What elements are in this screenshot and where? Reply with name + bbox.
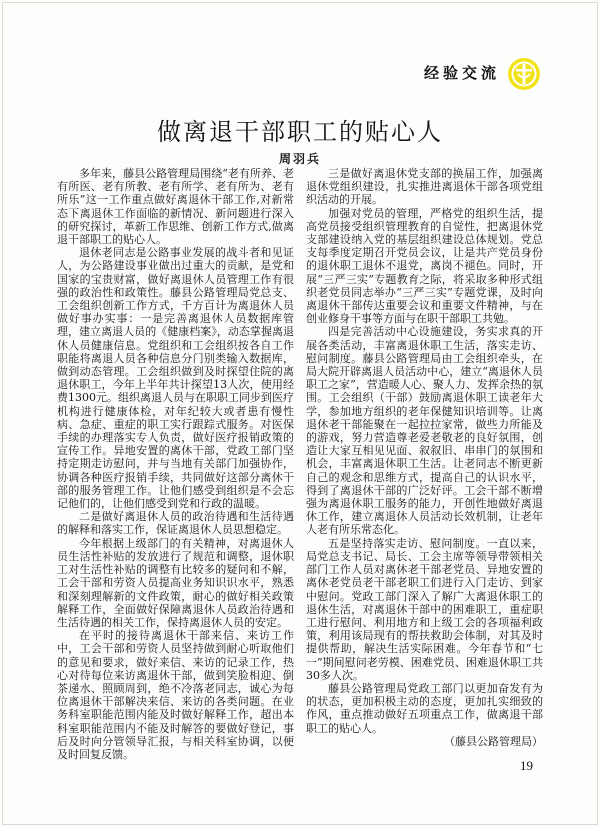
paragraph: 二是做好离退休人员的政治待遇和生活待遇的解释和落实工作，保证离退休人员思想稳定。	[57, 510, 294, 537]
paragraph: 藤县公路管理局党政工部门以更加奋发有为的状态，更加积极主动的态度，更加扎实细致的作风，重点推动做好五项重点工作，做离退干部职工的贴心人。	[306, 681, 543, 735]
trade-union-logo-icon	[507, 57, 541, 91]
signature: （藤县公路管理局）	[444, 734, 543, 748]
paragraph: 四是完善活动中心设施建设，务实求真的开展各类活动，丰富离退休职工生活，落实走访、慰问制度。藤县公路管理局由工会组织牵头，在局大院开辟离退人员活动中心，建立“离退休人员职工之家”，营造暖人心、聚人力、发挥余热的氛围。工会组织（干部）鼓励离退休职工读老年大学，参加地方组织的老年保健知识培训等。让离退休老干部能聚在一起拉拉家常，做些力所能及的游戏，努力营造尊老爱老敬老的良好氛围，创造让大家互相见见面、叙叙旧、串串门的氛围和机会，丰富离退休职工生活。让老同志不断更新自己的观念和思维方式，提高自己的认识水平，得到了离退休干部的广泛好评。工会干部不断增强为离退休职工服务的能力，开创性地做好离退休工作，建立离退休人员活动长效机制，让老年人老有所乐常态化。	[306, 325, 543, 537]
page-number: 19	[520, 758, 533, 773]
article-title: 做离退干部职工的贴心人	[157, 118, 443, 146]
section-label: 经验交流	[424, 64, 501, 82]
paragraph: 今年根据上级部门的有关精神，对离退休人员生活性补贴的发放进行了规范和调整，退休职工对生活性补贴的调整有比较多的疑问和不解，工会干部和劳资人员提高业务知识识水平，熟悉和深刻理解新的文件政策，耐心的做好相关政策解释工作，全面做好保障离退休人员政治待遇和生活待遇的相关工作，保持离退休人员的安定。	[57, 536, 294, 629]
paragraph: 在平时的接待离退休干部来信、来访工作中，工会干部和劳资人员坚持做到耐心听取他们的意见和要求，做好来信、来访的记录工作，热心对待每位来访离退休干部，做到笑脸相迎、倒茶递水、照顾周到，绝不冷落老同志，诚心为每位离退休干部解决来信、来访的各类问题。在业务科室职能范围内能及时做好解释工作，超出本科室职能范围内不能及时解答的要做好登记，事后及时向分管领导汇报，与相关科室协调，以便及时回复反馈。	[57, 629, 294, 761]
paragraph: 退休老同志是公路事业发展的战斗者和见证人，为公路建设事业做出过重大的贡献，是党和国家的宝贵财富，做好离退休人员管理工作有很强的政治性和政策性。藤县公路管理局党总支、工会组织创新工作方式，千方百计为离退休人员做好事办实事：一是完善离退休人员数据库管理，建立离退人员的《健康档案》，动态掌握离退休人员健康信息。党组织和工会组织按各自工作职能将离退人员各种信息分门别类输入数据库，做到动态管理。工会组织做到及时探望住院的离退休职工，今年上半年共计探望13人次，使用经费1300元。组织离退人员与在职职工同步到医疗机构进行健康体检，对年纪较大或者患有慢性病、急症、重症的职工实行跟踪式服务。对医保手续的办理落实专人负责，做好医疗报销政策的宣传工作。异地安置的离休干部，党政工部门坚持定期走访慰问，并与当地有关部门加强协作，协调各种医疗报销手续，共同做好这部分离休干部的服务管理工作。让他们感受到组织是不会忘记他们的，让他们感受到党和行政的温暖。	[57, 246, 294, 511]
paragraph: 五是坚持落实走访、慰问制度。一直以来，局党总支书记、局长、工会主席等领导带领相关部门工作人员对离休老干部老党员、异地安置的离休老党员老干部老职工们进行入门走访、到家中慰问。党政工部门深入了解广大离退休职工的退休生活，对离退休干部中的困难职工，重症职工进行慰问、利用地方和上级工会的各项福利政策，利用该局现有的帮扶救助会体制，对其及时提供帮助，解决生活实际困难。今年春节和“七一”期间慰问老劳模、困难党员、困难退休职工共30多人次。	[306, 536, 543, 682]
article-author: 周羽兵	[278, 152, 321, 166]
paragraph: 三是做好离退休党支部的换届工作，加强离退休党组织建设，扎实推进离退休干部各项党组织活动的开展。	[306, 167, 543, 207]
article-body	[57, 167, 543, 761]
paragraph: 多年来，藤县公路管理局围绕“老有所养、老有所医、老有所教、老有所学、老有所为、老有所乐”这一工作重点做好离退休干部工作,对新常态下离退休工作面临的新情况、新问题进行深入的研究探讨，革新工作思维、创新工作方式,做离退干部职工的贴心人。	[57, 167, 294, 247]
paragraph: 加强对党员的管理，严格党的组织生活，提高党员接受组织管理教育的自觉性，把离退休党支部建设纳入党的基层组织建设总体规划。党总支每季度定期召开党员会议，让是共产党员身份的退休职工退休不退党，离岗不褪色。同时，开展“三严三实”专题教育之际，将采取多种形式组织老党员同志举办“三严三实”专题党课，及时向离退休干部传达重要会议和重要文件精神，与在创业修身干事等方面与在职干部职工共勉。	[306, 206, 543, 326]
